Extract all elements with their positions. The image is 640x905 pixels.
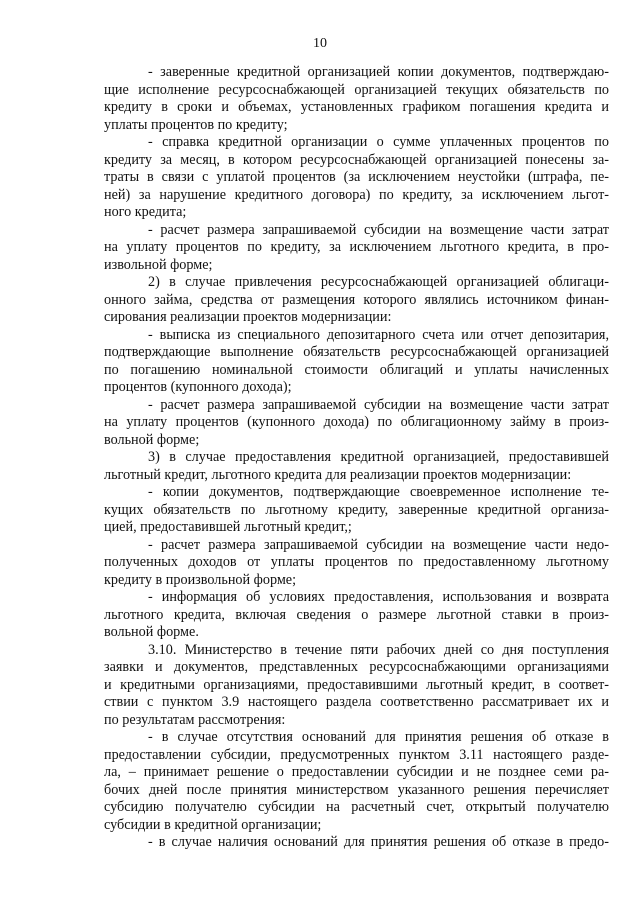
text-line: - выписка из специального депозитарного счета или отчет депозитария, — [148, 326, 609, 343]
text-line: 2) в случае привлечения ресурсоснабжающей организацией облигаци- — [148, 274, 609, 290]
paragraph — [104, 642, 609, 730]
paragraph — [104, 397, 609, 450]
text-line: кущих обязательств по льготному кредиту, заверенные кредитной организа- — [104, 501, 609, 518]
paragraph — [104, 729, 609, 834]
text-line: бочих дней после принятия министерством указанного решения перечисляет — [104, 781, 609, 798]
text-line: - расчет размера запрашиваемой субсидии на возмещение части затрат — [148, 221, 609, 238]
text-line: извольной форме; — [104, 256, 213, 273]
text-line: цией, предоставившей льготный кредит,; — [104, 519, 352, 535]
text-line: - справка кредитной организации о сумме уплаченных процентов по — [148, 134, 609, 150]
text-line: кредиту за месяц, в котором ресурсоснабжающей организацией понесены за- — [104, 151, 609, 168]
text-line: щие исполнение ресурсоснабжающей организацией текущих обязательств по — [104, 81, 609, 98]
text-line: кредиту в сроки и объемах, установленных графиком погашения кредита и — [104, 99, 609, 115]
paragraph — [104, 449, 609, 484]
text-line: - информация об условиях предоставления, использования и возврата — [148, 589, 609, 605]
text-line: подтверждающие выполнение обязательств ресурсоснабжающей организацией — [104, 344, 609, 360]
text-line: и кредитными организациями, предоставившими льготный кредит, в соответ- — [104, 676, 609, 693]
text-line: ного кредита; — [104, 204, 187, 220]
text-line: ней) за нарушение кредитного договора) по кредиту, за исключением льгот- — [104, 186, 609, 203]
text-line: субсидии в кредитной организации; — [104, 816, 322, 833]
text-line: 3) в случае предоставления кредитной организацией, предоставившей — [148, 449, 609, 465]
text-line: по погашению номинальной стоимости облигаций и уплаты начисленных — [104, 361, 609, 378]
text-line: заявки и документов, представленных ресурсоснабжающими организациями — [104, 659, 609, 675]
text-line: 3.10. Министерство в течение пяти рабочих дней со дня поступления — [148, 641, 609, 658]
text-line: кредиту в произвольной форме; — [104, 571, 297, 588]
text-line: - заверенные кредитной организацией копии документов, подтверждаю- — [148, 64, 609, 80]
text-line: - в случае отсутствия оснований для принятия решения об отказе в — [148, 729, 609, 745]
text-line: по результатам рассмотрения: — [104, 711, 286, 728]
paragraph — [104, 274, 609, 327]
paragraph — [104, 484, 609, 537]
text-line: ствии с пунктом 3.9 настоящего раздела соответственно рассматривает их и — [104, 694, 609, 710]
text-line: - расчет размера запрашиваемой субсидии на возмещение части затрат — [148, 396, 609, 413]
text-line: траты в связи с уплатой процентов (за исключением неустойки (штрафа, пе- — [104, 169, 609, 185]
document-body — [104, 64, 609, 852]
text-line: на уплату процентов (купонного дохода) по облигационному займу в произ- — [104, 414, 609, 430]
paragraph — [104, 222, 609, 275]
text-line: - в случае наличия оснований для принятия решения об отказе в предо- — [148, 834, 609, 850]
paragraph — [104, 327, 609, 397]
text-line: онного займа, средства от размещения которого являлись источником финан- — [104, 291, 609, 308]
page-number: 10 — [313, 36, 327, 51]
text-line: сирования реализации проектов модернизации: — [104, 309, 392, 325]
text-line: вольной форме; — [104, 431, 200, 448]
text-line: ла, – принимает решение о предоставлении субсидии и не позднее семи ра- — [104, 764, 609, 780]
text-line: предоставлении субсидии, предусмотренных пунктом 3.11 настоящего разде- — [104, 746, 609, 763]
paragraph — [104, 589, 609, 642]
text-line: процентов (купонного дохода); — [104, 379, 292, 395]
text-line: на уплату процентов по кредиту, за исключением льготного кредита, в про- — [104, 239, 609, 255]
paragraph — [104, 134, 609, 222]
text-line: - расчет размера запрашиваемой субсидии на возмещение части недо- — [148, 536, 609, 553]
text-line: уплаты процентов по кредиту; — [104, 116, 288, 133]
text-line: льготный кредит, льготного кредита для реализации проектов модернизации: — [104, 466, 572, 483]
text-line: полученных доходов от уплаты процентов по предоставленному льготному — [104, 554, 609, 570]
text-line: - копии документов, подтверждающие своевременное исполнение те- — [148, 484, 609, 500]
text-line: вольной форме. — [104, 624, 199, 640]
text-line: субсидию получателю субсидии на расчетный счет, открытый получателю — [104, 799, 609, 815]
paragraph — [104, 537, 609, 590]
text-line: льготного кредита, включая сведения о размере льготной ставки в произ- — [104, 606, 609, 623]
paragraph — [104, 834, 609, 852]
paragraph — [104, 64, 609, 134]
